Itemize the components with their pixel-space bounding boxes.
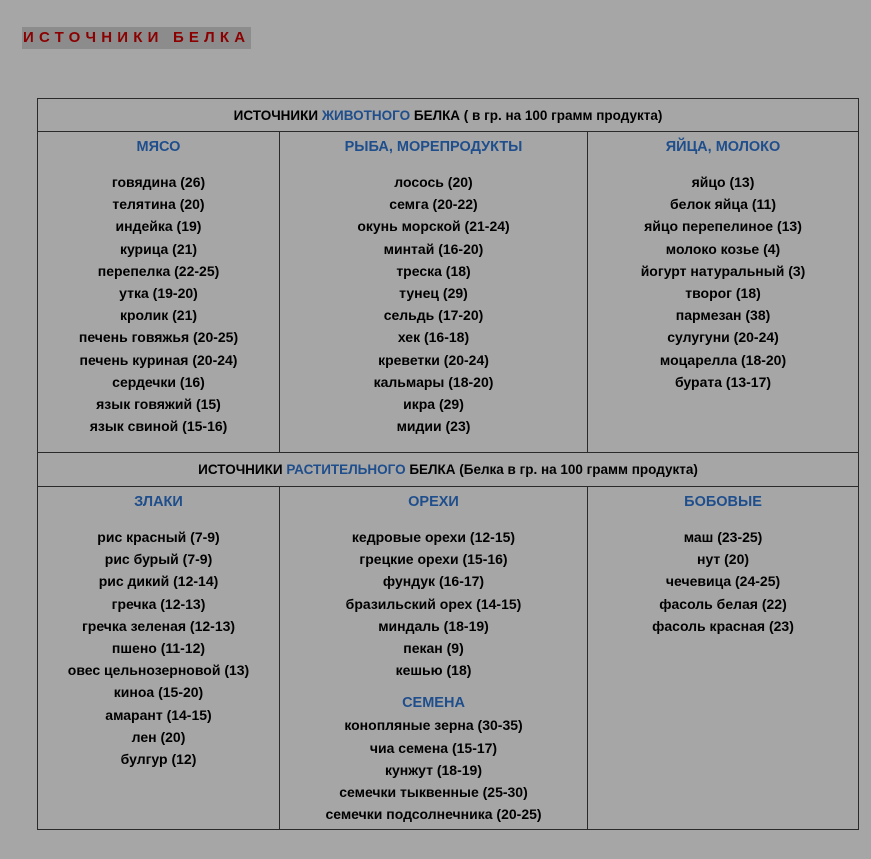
page-title: ИСТОЧНИКИ БЕЛКА — [22, 27, 251, 49]
list-item: грецкие орехи (15-16) — [359, 551, 508, 568]
category-title: ЯЙЦА, МОЛОКО — [665, 139, 781, 155]
list-item: говядина (26) — [111, 174, 206, 190]
item-list — [588, 171, 858, 393]
category-legumes — [588, 487, 859, 830]
list-item: конопляные зерна (30-35) — [344, 717, 523, 734]
category-eggs-milk — [588, 132, 859, 453]
list-item: бразильский орех (14-15) — [345, 595, 522, 612]
list-item: треска (18) — [396, 262, 471, 279]
list-item: творог (18) — [685, 284, 761, 301]
list-item: лен (20) — [131, 728, 186, 745]
animal-header-cell — [38, 99, 859, 132]
animal-header-prefix: ИСТОЧНИКИ — [233, 107, 322, 123]
list-item: утка (19-20) — [119, 284, 198, 301]
list-item: сердечки (16) — [112, 373, 205, 390]
list-item: креветки (20-24) — [378, 351, 489, 368]
list-item: моцарелла (18-20) — [659, 351, 787, 368]
list-item: пекан (9) — [403, 639, 464, 656]
list-item: пшено (11-12) — [111, 639, 206, 656]
category-title: МЯСО — [136, 139, 181, 155]
item-list — [280, 171, 587, 437]
list-item: кальмары (18-20) — [373, 373, 494, 390]
animal-section-header — [38, 99, 859, 132]
list-item: рис дикий (12-14) — [98, 573, 219, 590]
list-item: телятина (20) — [112, 196, 205, 213]
category-nuts-seeds — [280, 487, 588, 830]
list-item: курица (21) — [119, 240, 198, 257]
list-item: кедровые орехи (12-15) — [351, 529, 516, 545]
list-item: минтай (16-20) — [383, 240, 484, 257]
list-item: гречка зеленая (12-13) — [81, 617, 236, 634]
category-title: БОБОВЫЕ — [684, 494, 762, 510]
list-item: рис бурый (7-9) — [104, 551, 213, 568]
list-item: белок яйца (11) — [670, 196, 776, 213]
list-item: маш (23-25) — [683, 529, 763, 545]
list-item: рис красный (7-9) — [97, 529, 220, 545]
category-fish-seafood — [280, 132, 588, 453]
list-item: бурата (13-17) — [674, 373, 772, 390]
list-item: семечки подсолнечника (20-25) — [325, 806, 542, 823]
list-item: булгур (12) — [120, 750, 197, 767]
list-item: печень говяжья (20-25) — [78, 329, 239, 346]
list-item: тунец (29) — [399, 284, 468, 301]
list-item: окунь морской (21-24) — [357, 218, 510, 235]
item-list — [280, 526, 587, 681]
category-grains — [38, 487, 280, 830]
list-item: мидии (23) — [396, 418, 471, 435]
animal-header-accent: ЖИВОТНОГО — [321, 107, 411, 123]
category-title: ОРЕХИ — [408, 494, 459, 510]
list-item: хек (16-18) — [397, 329, 470, 346]
list-item: йогурт натуральный (3) — [640, 262, 806, 279]
list-item: кунжут (18-19) — [384, 761, 482, 778]
list-item: икра (29) — [403, 395, 464, 412]
item-list — [38, 171, 279, 437]
list-item: сельдь (17-20) — [383, 307, 484, 324]
list-item: миндаль (18-19) — [378, 617, 489, 634]
list-item: индейка (19) — [115, 218, 202, 235]
plant-header-accent: РАСТИТЕЛЬНОГО — [286, 462, 406, 477]
list-item: яйцо (13) — [691, 174, 755, 190]
seeds-item-list — [280, 714, 587, 825]
list-item: фасоль красная (23) — [652, 617, 794, 634]
category-title: ЗЛАКИ — [134, 494, 183, 510]
item-list — [38, 526, 279, 770]
list-item: печень куриная (20-24) — [79, 351, 238, 368]
list-item: лосось (20) — [394, 174, 473, 190]
list-item: киноа (15-20) — [113, 684, 204, 701]
list-item: молоко козье (4) — [665, 240, 781, 257]
list-item: язык говяжий (15) — [96, 395, 221, 412]
list-item: сулугуни (20-24) — [667, 329, 779, 346]
list-item: семечки тыквенные (25-30) — [339, 783, 528, 800]
animal-categories-row — [38, 132, 859, 453]
subcategory-title-seeds: СЕМЕНА — [402, 695, 465, 712]
list-item: пармезан (38) — [675, 307, 771, 324]
list-item: чечевица (24-25) — [665, 573, 781, 590]
plant-section-header — [38, 453, 859, 487]
category-title: РЫБА, МОРЕПРОДУКТЫ — [344, 139, 523, 155]
plant-header-prefix: ИСТОЧНИКИ — [198, 462, 287, 477]
list-item: амарант (14-15) — [105, 706, 212, 723]
list-item: нут (20) — [696, 551, 750, 568]
list-item: фасоль белая (22) — [659, 595, 787, 612]
list-item: перепелка (22-25) — [97, 262, 220, 279]
list-item: кролик (21) — [119, 307, 198, 324]
plant-categories-row — [38, 487, 859, 830]
list-item: кешью (18) — [395, 662, 472, 679]
category-meat — [38, 132, 280, 453]
list-item: семга (20-22) — [389, 196, 478, 213]
list-item: чиа семена (15-17) — [369, 739, 498, 756]
list-item: гречка (12-13) — [111, 595, 206, 612]
list-item: фундук (16-17) — [382, 573, 485, 590]
plant-header-suffix: БЕЛКА (Белка в гр. на 100 грамм продукта) — [405, 462, 698, 477]
protein-sources-table — [37, 98, 859, 830]
list-item: яйцо перепелиное (13) — [644, 218, 802, 235]
plant-header-cell — [38, 453, 859, 487]
animal-header-suffix: БЕЛКА ( в гр. на 100 грамм продукта) — [410, 107, 663, 123]
list-item: овес цельнозерновой (13) — [67, 662, 250, 679]
list-item: язык свиной (15-16) — [89, 418, 228, 435]
item-list — [588, 526, 858, 637]
